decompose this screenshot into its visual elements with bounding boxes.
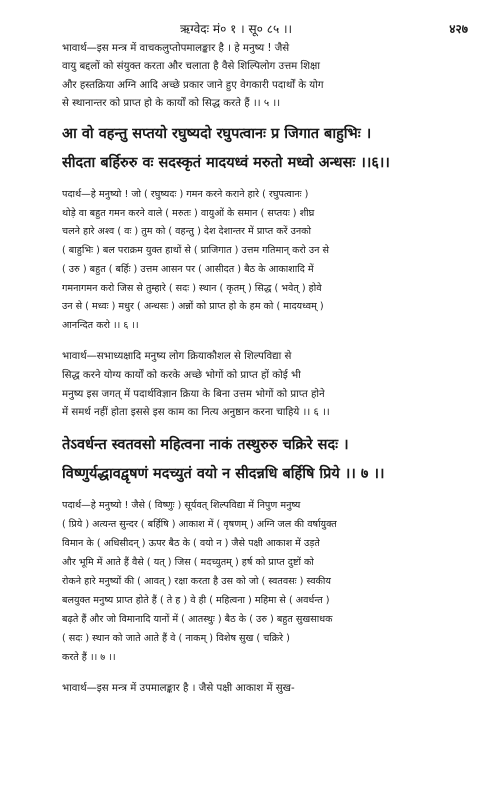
mantra-line: आ वो वहन्तु सप्तयो रघुष्यदो रघुपत्वानः प्र जिगात बाहुभिः । bbox=[62, 125, 372, 142]
padartha-line: ( उरु ) बहुत ( बर्हिः ) उत्तम आसन पर ( आसीदत ) बैठ के आकाशादि में bbox=[62, 264, 314, 275]
mantra-line: सीदता बर्हिरुरु वः सदस्कृतं मादयध्वं मरुतो मध्वो अन्धसः ।।६।। bbox=[62, 154, 390, 171]
mantra-line: विष्णुर्यद्धावद्वृषणं मदच्युतं वयो न सीदन्नधि बर्हिषि प्रिये ।। ७ ।। bbox=[62, 465, 385, 482]
mantra-line: तेऽवर्धन्त स्वतवसो महित्वना नाकं तस्थुरुरु चक्रिरे सदः । bbox=[62, 436, 349, 453]
bhavartha-line: से स्थानान्तर को प्राप्त हो के कार्यों को सिद्ध करते हैं ।। ५ ।। bbox=[62, 98, 281, 109]
padartha-line: ( बाहुभिः ) बल पराक्रम युक्त हाथों से ( प्राजिगात ) उत्तम गतिमान् करो उन से bbox=[62, 245, 330, 256]
bhavartha-line: में समर्थ नहीं होता इससे इस काम का नित्य अनुष्ठान करना चाहिये ।। ६ ।। bbox=[62, 407, 330, 418]
padartha-line: ( सदः ) स्थान को जाते आते हैं वे ( नाकम् ) विशेष सुख ( चक्रिरे ) bbox=[62, 633, 290, 644]
bhavartha-line: भावार्थ—इस मन्त्र में उपमालङ्कार है । जैसे पक्षी आकाश में सुख- bbox=[62, 683, 295, 694]
padartha-line: बढ़ते हैं और जो विमानादि यानों में ( आतस्थुः ) बैठ के ( उरु ) बहुत सुखसाधक bbox=[62, 614, 333, 625]
padartha-line: गमनागमन करो जिस से तुम्हारे ( सदः ) स्थान ( कृतम् ) सिद्ध ( भवेत् ) होवे bbox=[62, 283, 322, 294]
padartha-line: थोड़े वा बहुत गमन करने वाले ( मरुतः ) वायुओं के समान ( सप्तयः ) शीघ्र bbox=[62, 208, 315, 219]
padartha-line: विमान के ( अधिसीदन् ) ऊपर बैठ के ( वयो न ) जैसे पक्षी आकाश में उड़ते bbox=[62, 538, 320, 549]
bhavartha-line: और हस्तक्रिया अग्नि आदि अच्छे प्रकार जाने हुए वेगकारी पदार्थों के योग bbox=[62, 80, 324, 91]
bhavartha-line: सिद्ध करने योग्य कार्यों को करके अच्छे भोगों को प्राप्त हों कोई भी bbox=[62, 370, 301, 381]
padartha-line: रोकने हारे मनुष्यों की ( आवत् ) रक्षा करता है उस को जो ( स्वतवसः ) स्वकीय bbox=[62, 576, 331, 587]
bhavartha-line: वायु बद्दलों को संयुक्त करता और चलाता है वैसे शिल्पिलोग उत्तम शिक्षा bbox=[62, 61, 320, 72]
bhavartha-line: मनुष्य इस जगत् में पदार्थविज्ञान क्रिया के बिना उत्तम भोगों को प्राप्त होने bbox=[62, 389, 325, 400]
padartha-line: ( प्रिये ) अत्यन्त सुन्दर ( बर्हिषि ) आकाश में ( वृषणम् ) अग्नि जल की वर्षायुक्त bbox=[62, 519, 337, 530]
padartha-line: बलयुक्त मनुष्य प्राप्त होते हैं ( ते ह ) वे ही ( महित्वना ) महिमा से ( अवर्धन्त ) bbox=[62, 595, 330, 606]
padartha-line: पदार्थ—हे मनुष्यो ! जो ( रघुष्यदः ) गमन करने कराने हारे ( रघुपत्वानः ) bbox=[62, 189, 309, 200]
padartha-line: चलने हारे अश्व ( वः ) तुम को ( वहन्तु ) देश देशान्तर में प्राप्त करें उनको bbox=[62, 226, 312, 237]
padartha-line: पदार्थ—हे मनुष्यो ! जैसे ( विष्णुः ) सूर्यवत् शिल्पविद्या में निपुण मनुष्य bbox=[62, 500, 301, 511]
page-number: ४२७ bbox=[449, 22, 468, 36]
running-title: ऋग्वेदः मं० १ । सू० ८५ ।। bbox=[180, 22, 293, 36]
padartha-line: आनन्दित करो ।। ६ ।। bbox=[62, 320, 139, 331]
padartha-line: और भूमि में आते हैं वैसे ( यत् ) जिस ( मदच्युतम् ) हर्ष को प्राप्त दुष्टों को bbox=[62, 557, 314, 568]
padartha-line: उन से ( मध्वः ) मधुर ( अन्धसः ) अन्नों को प्राप्त हो के हम को ( मादयध्वम् ) bbox=[62, 301, 324, 312]
bhavartha-line: भावार्थ—इस मन्त्र में वाचकलुप्तोपमालङ्कार है । हे मनुष्य ! जैसे bbox=[62, 43, 290, 54]
padartha-line: करते हैं ।। ७ ।। bbox=[62, 652, 116, 663]
bhavartha-line: भावार्थ—सभाध्यक्षादि मनुष्य लोग क्रियाकौशल से शिल्पविद्या से bbox=[62, 351, 292, 362]
